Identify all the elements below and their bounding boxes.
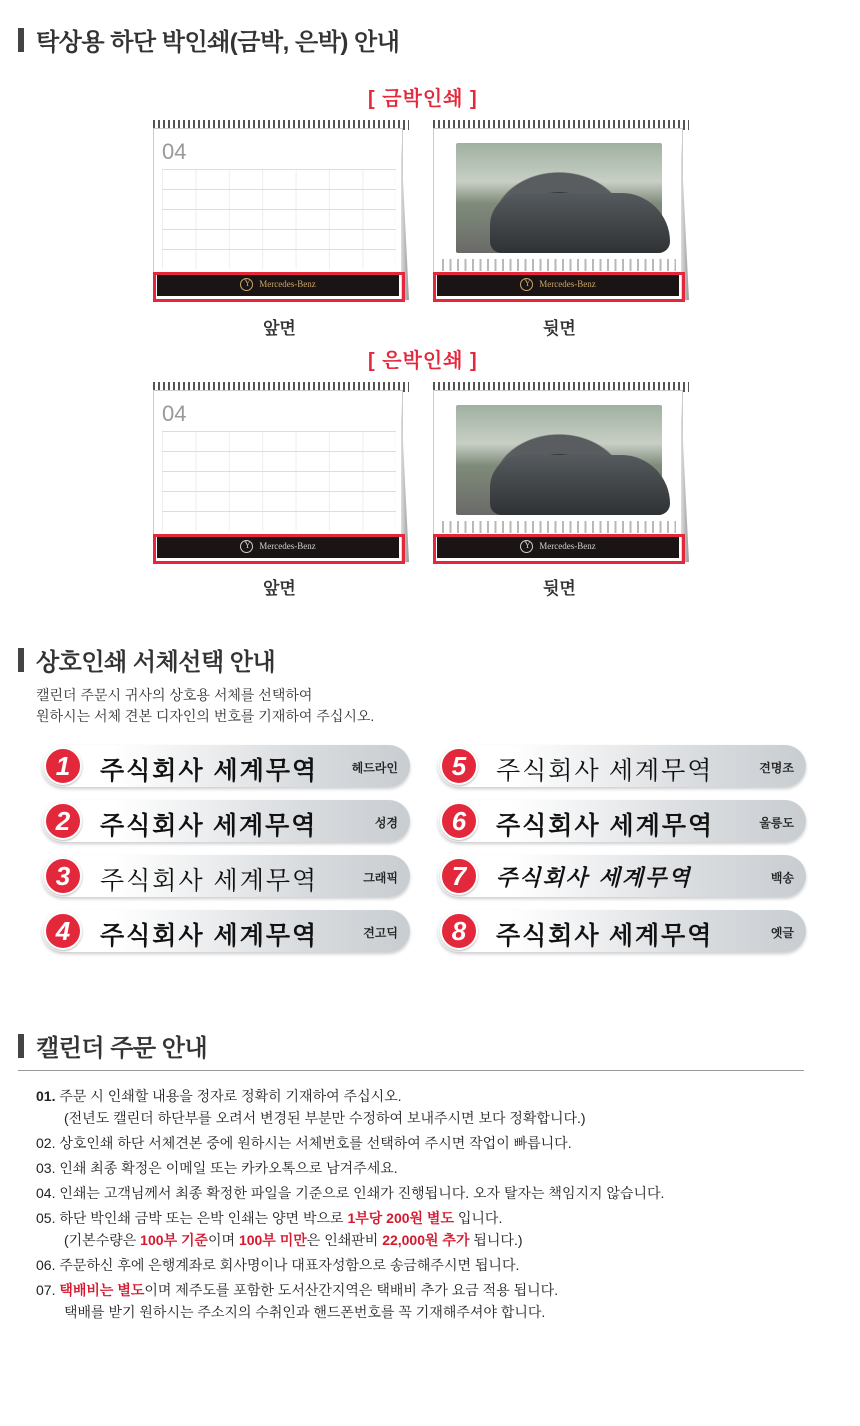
brand-name: Mercedes-Benz — [259, 279, 316, 289]
intro-line: 캘린더 주문시 귀사의 상호용 서체를 선택하여 — [36, 687, 313, 703]
section-title-text: 탁상용 하단 박인쇄(금박, 은박) 안내 — [36, 29, 400, 56]
gold-front-calendar — [153, 120, 409, 300]
title-bar — [18, 1034, 24, 1058]
font-number-badge: 2 — [44, 802, 82, 840]
item-number: 05. — [36, 1210, 56, 1226]
font-number-badge: 6 — [440, 802, 478, 840]
font-number-badge: 4 — [44, 912, 82, 950]
font-sample: 주식회사 세계무역 — [100, 757, 319, 785]
car-shape — [490, 193, 670, 253]
item-highlight: 1부당 200원 별도 — [347, 1210, 454, 1226]
divider — [18, 1070, 804, 1071]
date-strip — [442, 259, 676, 271]
item-text: 주문하신 후에 은행계좌로 회사명이나 대표자성함으로 송금해주시면 됩니다. — [59, 1257, 520, 1273]
section-title-text: 캘린더 주문 안내 — [36, 1035, 208, 1062]
back-label: 뒷면 — [543, 319, 576, 338]
font-number-badge: 7 — [440, 857, 478, 895]
front-label: 앞면 — [263, 319, 296, 338]
item-text: 하단 박인쇄 금박 또는 은박 인쇄는 양면 박으로 — [59, 1210, 348, 1226]
item-number: 04. — [36, 1185, 56, 1201]
order-list — [36, 1085, 816, 1326]
brand-name: Mercedes-Benz — [539, 279, 596, 289]
date-grid — [162, 431, 396, 531]
item-text: 주문 시 인쇄할 내용을 정자로 정확히 기재하여 주십시오. — [59, 1088, 402, 1104]
list-item — [36, 1207, 816, 1251]
font-name: 그래픽 — [363, 871, 398, 885]
item-text: 입니다. — [453, 1210, 503, 1226]
font-sample: 주식회사 세계무역 — [100, 922, 319, 950]
item-text: 상호인쇄 하단 서체견본 중에 원하시는 서체번호를 선택하여 주시면 작업이 빠릅니다. — [59, 1135, 572, 1151]
brand-name: Mercedes-Benz — [259, 541, 316, 551]
font-option-4 — [42, 910, 410, 952]
sub-highlight: 100부 기준 — [140, 1232, 208, 1248]
car-photo — [456, 405, 662, 515]
month-number: 04 — [162, 139, 187, 164]
gold-print-label: [ 금박인쇄 ] — [368, 88, 478, 110]
silver-front-calendar — [153, 382, 409, 562]
font-sample: 주식회사 세계무역 — [100, 813, 318, 840]
back-label: 뒷면 — [543, 579, 576, 598]
item-subtext: (전년도 캘린더 하단부를 오려서 변경된 부분만 수정하여 보내주시면 보다 정확합니다.) — [64, 1110, 586, 1126]
font-name: 백송 — [770, 871, 794, 885]
font-name: 울릉도 — [759, 816, 794, 830]
font-name: 옛글 — [770, 926, 794, 940]
font-option-7 — [438, 855, 806, 897]
title-bar — [18, 648, 24, 672]
item-subtext: 택배를 받기 원하시는 주소지의 수취인과 핸드폰번호를 꼭 기재해주셔야 합니다. — [64, 1304, 546, 1320]
month-number: 04 — [162, 401, 187, 426]
title-bar — [18, 28, 24, 52]
intro-line: 원하시는 서체 견본 디자인의 번호를 기재하여 주십시오. — [36, 708, 375, 724]
item-number: 02. — [36, 1135, 56, 1151]
font-intro — [36, 685, 374, 727]
item-subtext — [36, 1229, 816, 1251]
item-number: 03. — [36, 1160, 56, 1176]
font-name: 성경 — [374, 816, 398, 830]
font-name: 헤드라인 — [351, 761, 398, 775]
list-item — [36, 1132, 816, 1154]
sub-highlight: 22,000원 추가 — [382, 1232, 470, 1248]
sub-text: (기본수량은 — [64, 1232, 141, 1248]
sub-text: 이며 — [208, 1232, 239, 1248]
item-number: 06. — [36, 1257, 56, 1273]
item-highlight: 택배비는 별도 — [59, 1282, 145, 1298]
silver-back-calendar — [433, 382, 689, 562]
item-text: 이며 제주도를 포함한 도서산간지역은 택배비 추가 요금 적용 됩니다. — [144, 1282, 559, 1298]
car-shape — [490, 455, 670, 515]
sub-text: 은 인쇄판비 — [306, 1232, 383, 1248]
font-number-badge: 1 — [44, 747, 82, 785]
list-item — [36, 1157, 816, 1179]
list-item — [36, 1182, 816, 1204]
date-grid — [162, 169, 396, 269]
foil-highlight-box — [153, 534, 405, 564]
foil-highlight-box — [153, 272, 405, 302]
item-text: 인쇄 최종 확정은 이메일 또는 카카오톡으로 남겨주세요. — [59, 1160, 398, 1176]
font-name: 견명조 — [759, 761, 794, 775]
font-sample: 주식회사 세계무역 — [496, 865, 692, 891]
font-number-badge: 3 — [44, 857, 82, 895]
sub-text: 됩니다.) — [469, 1232, 523, 1248]
item-text: 인쇄는 고객님께서 최종 확정한 파일을 기준으로 인쇄가 진행됩니다. 오자 탈자는 책임지지 않습니다. — [59, 1185, 665, 1201]
font-option-3 — [42, 855, 410, 897]
section-title-foil — [18, 22, 399, 57]
font-sample: 주식회사 세계무역 — [496, 923, 714, 950]
date-strip — [442, 521, 676, 533]
list-item — [36, 1254, 816, 1276]
section-title-fonts — [18, 642, 275, 677]
font-option-5 — [438, 745, 806, 787]
silver-print-label: [ 은박인쇄 ] — [368, 350, 478, 372]
list-item — [36, 1279, 816, 1323]
item-number: 07. — [36, 1282, 56, 1298]
font-number-badge: 8 — [440, 912, 478, 950]
foil-highlight-box — [433, 272, 685, 302]
font-sample: 주식회사 세계무역 — [100, 867, 319, 895]
car-photo — [456, 143, 662, 253]
brand-name: Mercedes-Benz — [539, 541, 596, 551]
font-option-8 — [438, 910, 806, 952]
font-option-1 — [42, 745, 410, 787]
font-option-2 — [42, 800, 410, 842]
sub-highlight: 100부 미만 — [238, 1232, 307, 1248]
foil-highlight-box — [433, 534, 685, 564]
gold-back-calendar — [433, 120, 689, 300]
font-option-6 — [438, 800, 806, 842]
font-sample: 주식회사 세계무역 — [496, 758, 714, 785]
section-title-order — [18, 1028, 207, 1063]
font-name: 견고딕 — [363, 926, 398, 940]
front-label: 앞면 — [263, 579, 296, 598]
list-item — [36, 1085, 816, 1129]
font-sample: 주식회사 세계무역 — [496, 812, 715, 840]
item-number: 01. — [36, 1088, 56, 1104]
section-title-text: 상호인쇄 서체선택 안내 — [36, 649, 276, 676]
font-number-badge: 5 — [440, 747, 478, 785]
